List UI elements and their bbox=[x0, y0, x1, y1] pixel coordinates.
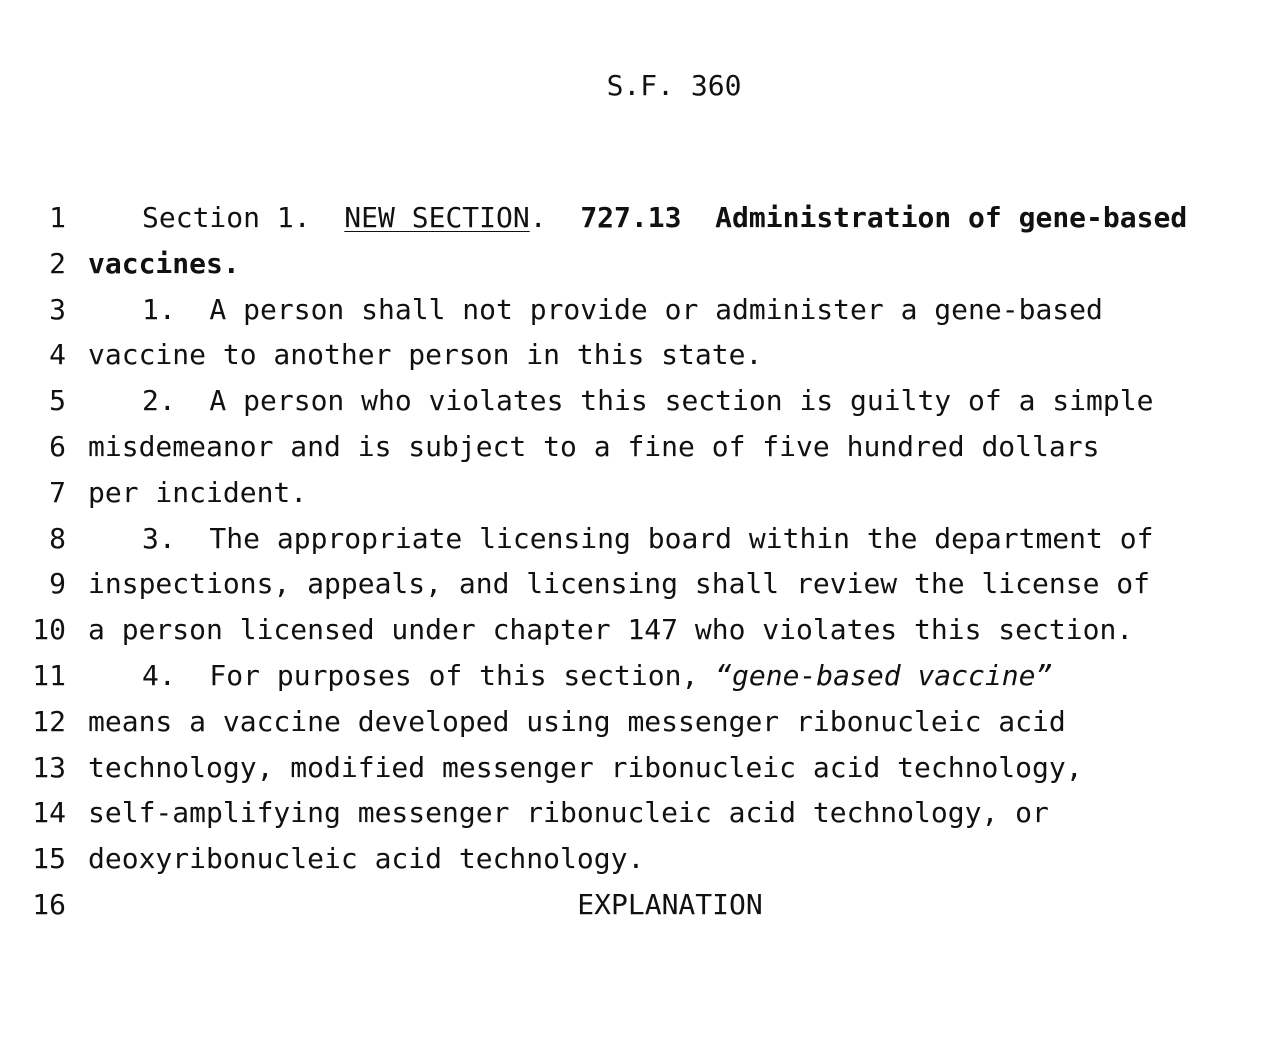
line-number: 12 bbox=[32, 704, 66, 738]
line-3 bbox=[0, 289, 1284, 335]
line-text: a person licensed under chapter 147 who violates this section. bbox=[88, 613, 1134, 647]
line-number: 8 bbox=[49, 521, 66, 555]
section-heading: 727.13 Administration of gene-based bbox=[580, 201, 1188, 234]
line-8 bbox=[0, 518, 1284, 564]
line-text: technology, modified messenger ribonucleic acid technology, bbox=[88, 750, 1083, 784]
line-4 bbox=[0, 334, 1284, 380]
line-number: 11 bbox=[32, 658, 66, 692]
line-number: 13 bbox=[32, 750, 66, 784]
line-1 bbox=[0, 197, 1284, 243]
line-number: 7 bbox=[49, 475, 66, 509]
line-text: vaccine to another person in this state. bbox=[88, 338, 763, 372]
line-number: 1 bbox=[49, 201, 66, 234]
line-number: 16 bbox=[32, 887, 66, 921]
line-number: 9 bbox=[49, 567, 66, 601]
explanation-heading: EXPLANATION bbox=[577, 887, 763, 921]
line-11 bbox=[0, 655, 1284, 701]
line-text: 3. The appropriate licensing board within the department of bbox=[142, 521, 1154, 555]
line-text: inspections, appeals, and licensing shall review the license of bbox=[88, 567, 1151, 601]
line-text: self-amplifying messenger ribonucleic acid technology, or bbox=[88, 796, 1049, 830]
line-number: 3 bbox=[49, 292, 66, 326]
line-text: misdemeanor and is subject to a fine of five hundred dollars bbox=[88, 429, 1100, 463]
definition-intro: 4. For purposes of this section, bbox=[142, 658, 716, 692]
line-number: 4 bbox=[49, 338, 66, 372]
document-title: S.F. 360 bbox=[606, 69, 742, 102]
line-16 bbox=[0, 884, 1284, 930]
line-text: 1. A person shall not provide or administer a gene-based bbox=[142, 292, 1103, 326]
line-text: per incident. bbox=[88, 475, 308, 509]
line-text: 2. A person who violates this section is guilty of a simple bbox=[142, 384, 1154, 418]
line-13 bbox=[0, 747, 1284, 793]
line-text bbox=[88, 655, 1052, 697]
line-10 bbox=[0, 609, 1284, 655]
line-text bbox=[88, 197, 1187, 239]
line-number: 6 bbox=[49, 429, 66, 463]
line-text: means a vaccine developed using messenger ribonucleic acid bbox=[88, 704, 1066, 738]
line-number: 14 bbox=[32, 796, 66, 830]
bill-text bbox=[0, 197, 1284, 930]
section-label: Section 1. bbox=[142, 201, 345, 234]
line-number: 5 bbox=[49, 384, 66, 418]
section-heading-cont: vaccines. bbox=[88, 246, 240, 280]
line-14 bbox=[0, 792, 1284, 838]
line-7 bbox=[0, 472, 1284, 518]
line-number: 2 bbox=[49, 246, 66, 280]
line-number: 15 bbox=[32, 842, 66, 876]
line-5 bbox=[0, 380, 1284, 426]
line-text: deoxyribonucleic acid technology. bbox=[88, 842, 645, 876]
line-6 bbox=[0, 426, 1284, 472]
line-number: 10 bbox=[32, 613, 66, 647]
line-9 bbox=[0, 563, 1284, 609]
line-12 bbox=[0, 701, 1284, 747]
punctuation: . bbox=[529, 201, 581, 234]
line-2 bbox=[0, 243, 1284, 289]
defined-term: “gene-based vaccine” bbox=[715, 658, 1053, 692]
new-section-label: NEW SECTION bbox=[344, 201, 530, 234]
line-15 bbox=[0, 838, 1284, 884]
